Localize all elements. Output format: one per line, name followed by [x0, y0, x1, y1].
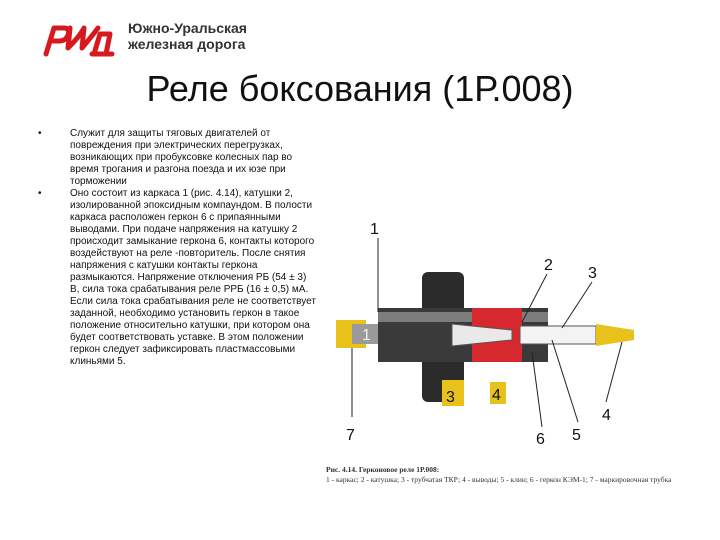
bullet-text: Служит для защиты тяговых двигателей от повреждения при электрических перегрузках, возникающих при пробуксовке колесных пар во время трогания и разгона поезда и их юзе при торможении — [70, 128, 293, 187]
relay-diagram — [322, 212, 652, 462]
label-1-body: 1 — [362, 327, 371, 344]
org-line-1: Южно-Уральская — [128, 20, 247, 36]
bullet-marker: • — [38, 128, 42, 139]
label-5: 5 — [572, 427, 581, 444]
org-line-2: железная дорога — [128, 36, 246, 52]
label-2: 2 — [544, 257, 553, 274]
bullet-list — [38, 128, 318, 368]
label-1: 1 — [370, 221, 379, 238]
label-4: 4 — [602, 407, 611, 424]
caption-text: 1 - каркас; 2 - катушка; 3 - трубчатая ТКР; 4 - выводы; 5 - клин; 6 - геркон КЭМ-1; 7 - маркировочная трубка — [326, 475, 672, 484]
label-3: 3 — [588, 265, 597, 282]
right-tube — [520, 326, 596, 344]
organization-name — [128, 20, 247, 52]
caption-title: Рис. 4.14. Герконовое реле 1Р.008: — [326, 465, 440, 474]
rzd-logo — [40, 22, 120, 58]
label-3-terminal: 3 — [446, 389, 455, 406]
right-lead — [596, 324, 634, 346]
slide-title: Реле боксования (1Р.008) — [146, 68, 574, 109]
label-4-terminal: 4 — [492, 387, 501, 404]
bullet-item — [38, 188, 318, 368]
bullet-item — [38, 128, 318, 188]
figure-caption — [326, 465, 672, 485]
bullet-marker: • — [38, 188, 42, 199]
label-6: 6 — [536, 431, 545, 448]
bullet-text: Оно состоит из каркаса 1 (рис. 4.14), катушки 2, изолированной эпоксидным компаундом. В полости каркаса расположен геркон 6 с припаянными выводами. При подаче напряжения на катушку 2 происходит замыкание геркона 6, контакты которого воздействуют на реле -повторитель. После снятия напряжения с катушки контакты геркона размыкаются. Напряжение отключения РБ (54 ± 3) В, сила тока срабатывания реле РРБ (16 ± 0,5) мА. Если сила тока срабатывания реле не соответствует заданной, необходимо установить геркон в такое положение относительно катушки, при котором она будет соответствовать уставке. В этом положении геркон следует зафиксировать пластмассовыми клиньями 5. — [70, 188, 316, 367]
label-7: 7 — [346, 427, 355, 444]
